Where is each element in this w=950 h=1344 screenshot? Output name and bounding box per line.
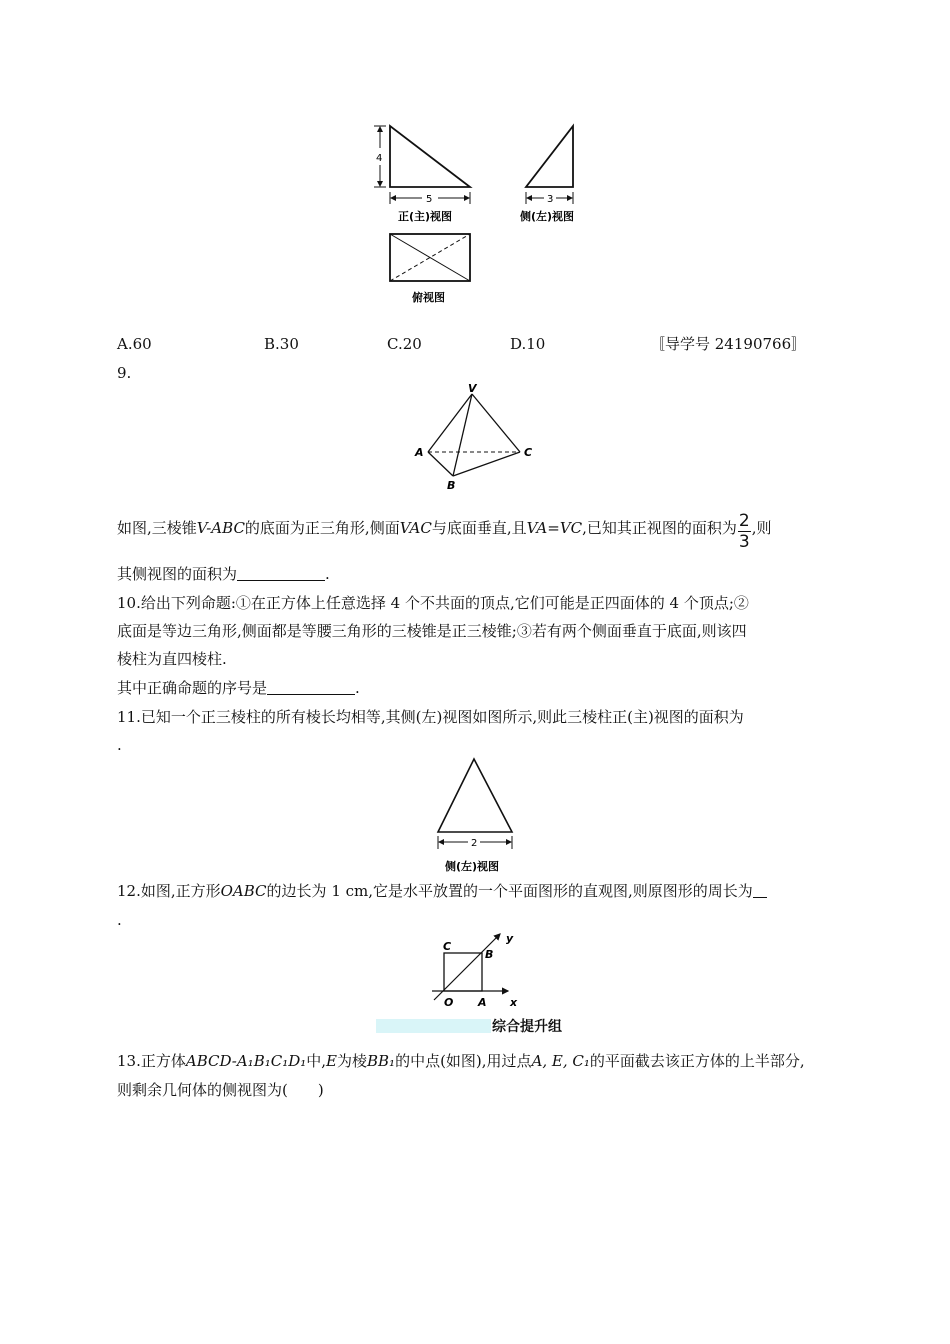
q13-text-part2: 中, — [306, 1052, 327, 1070]
front-width-dimension — [390, 192, 470, 205]
front-view-triangle — [390, 126, 470, 187]
square-oabc — [444, 953, 482, 991]
q13-text-part3: 为棱 — [337, 1052, 368, 1070]
label-o: O — [444, 996, 454, 1008]
fraction-denominator: 3 — [738, 532, 750, 552]
label-c: C — [443, 940, 452, 953]
q12-square-name: OABC — [220, 882, 267, 900]
q8-option-c: C.20 — [387, 335, 422, 353]
q10-answer-blank[interactable] — [267, 680, 355, 695]
q8-reference-number: 〚导学号 24190766〛 — [650, 335, 807, 353]
q13-cube-name: ABCD-A₁B₁C₁D₁ — [185, 1052, 307, 1070]
pyramid-edges — [428, 394, 520, 476]
q13-text-part5: 的平面截去该正方体的上半部分, — [589, 1052, 805, 1070]
label-v: V — [468, 382, 477, 395]
fraction-numerator: 2 — [738, 511, 750, 531]
label-x: x — [510, 996, 518, 1008]
q8-three-views-figure — [360, 118, 600, 308]
q10-line4-end: . — [355, 679, 360, 697]
q9-face-name: VAC — [399, 519, 432, 537]
q9-text-line1 — [117, 511, 772, 552]
q12-square-figure — [430, 928, 522, 1008]
height-dimension — [374, 126, 386, 187]
section-title: 综合提升组 — [492, 1019, 562, 1035]
q11-side-view-figure — [430, 754, 520, 876]
side-width-dimension — [526, 192, 573, 205]
q8-option-b: B.30 — [264, 335, 299, 353]
q13-text-part4: 的中点(如图),用过点 — [395, 1052, 532, 1070]
q12-line1 — [117, 880, 767, 902]
q9-text-part3: 与底面垂直,且 — [431, 519, 527, 537]
q10-line4 — [117, 677, 360, 699]
q12-answer-blank[interactable] — [753, 883, 767, 898]
side-view-triangle — [526, 126, 573, 187]
side-view-caption: 侧(左)视图 — [520, 210, 575, 223]
label-y: y — [506, 932, 514, 945]
q10-line4-text: 其中正确命题的序号是 — [117, 679, 268, 697]
q9-text-part2: 的底面为正三角形,侧面 — [244, 519, 400, 537]
top-view-caption: 俯视图 — [412, 291, 445, 304]
q9-answer-blank[interactable] — [237, 566, 325, 581]
q12-text-part1: 12.如图,正方形 — [117, 882, 221, 900]
q9-number: 9. — [117, 364, 132, 382]
label-b: B — [485, 948, 494, 961]
label-b: B — [447, 479, 456, 492]
q10-line2: 底面是等边三角形,侧面都是等腰三角形的三棱锥是正三棱锥;③若有两个侧面垂直于底面,则该四 — [117, 622, 747, 640]
q13-points: A, E, C₁ — [531, 1052, 590, 1070]
q11-width-dimension — [438, 836, 512, 849]
q13-edge-name: BB₁ — [367, 1052, 396, 1070]
dim-front-width-label: 5 — [426, 194, 433, 205]
q9-text-line2 — [117, 563, 330, 585]
q9-text-part5: ,则 — [751, 519, 772, 537]
q9-fraction — [738, 511, 751, 552]
top-view-rectangle — [390, 234, 470, 281]
dim-side-width-label: 3 — [547, 194, 554, 205]
label-a: A — [415, 446, 424, 459]
q11-triangle — [438, 759, 512, 832]
q8-option-d: D.10 — [510, 335, 546, 353]
q9-text-part1: 如图,三棱锥 — [117, 519, 197, 537]
label-c: C — [524, 446, 533, 459]
q13-line1 — [117, 1050, 805, 1072]
q11-dim-label: 2 — [471, 838, 478, 849]
q9-pyramid-name: V-ABC — [196, 519, 245, 537]
front-view-caption: 正(主)视图 — [398, 210, 453, 223]
q9-line2-text: 其侧视图的面积为 — [117, 565, 238, 583]
q11-line2: . — [117, 736, 122, 754]
q13-line2: 则剩余几何体的侧视图为( ) — [117, 1081, 324, 1099]
q9-equation: VA=VC — [526, 519, 583, 537]
q8-option-a: A.60 — [117, 335, 152, 353]
q11-figure-caption: 侧(左)视图 — [445, 860, 500, 873]
dim-height-label: 4 — [376, 153, 383, 164]
q11-line1: 11.已知一个正三棱柱的所有棱长均相等,其侧(左)视图如图所示,则此三棱柱正(主)视图的面积为 — [117, 708, 744, 726]
label-a: A — [478, 996, 487, 1008]
q9-text-part4: ,已知其正视图的面积为 — [582, 519, 737, 537]
q10-line3: 棱柱为直四棱柱. — [117, 650, 227, 668]
q9-pyramid-figure — [410, 380, 545, 495]
q13-point-e: E — [326, 1052, 337, 1070]
q9-line2-end: . — [325, 565, 330, 583]
q10-line1: 10.给出下列命题:①在正方体上任意选择 4 个不共面的顶点,它们可能是正四面体的 4 个顶点;② — [117, 594, 749, 612]
q12-line2: . — [117, 911, 122, 929]
q13-text-part1: 13.正方体 — [117, 1052, 186, 1070]
section-highlight-bar — [376, 1019, 491, 1033]
q12-text-part2: 的边长为 1 cm,它是水平放置的一个平面图形的直观图,则原图形的周长为 — [266, 882, 753, 900]
